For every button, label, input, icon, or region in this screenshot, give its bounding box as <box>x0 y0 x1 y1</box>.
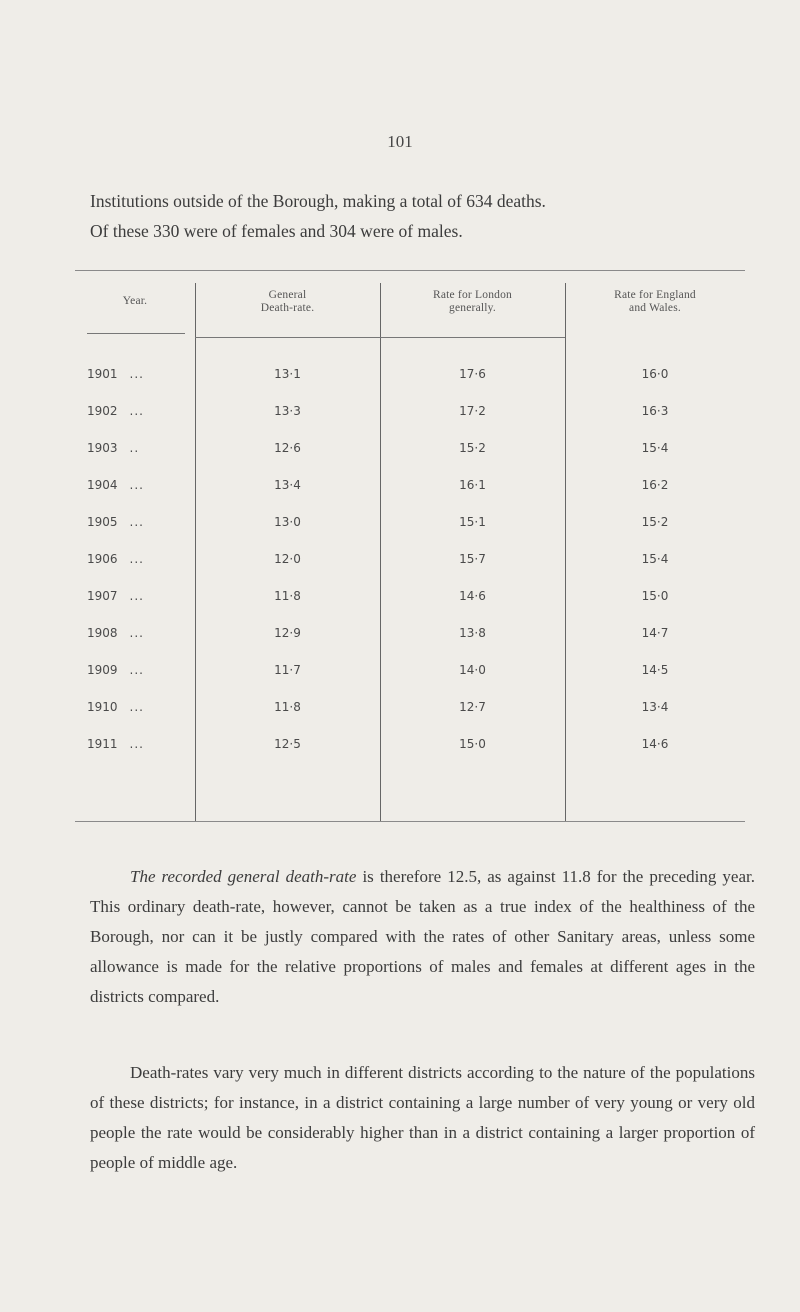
header-england-line-1: Rate for England <box>614 289 696 301</box>
header-general-death-rate <box>195 289 380 315</box>
cell-england-rate: 16·2 <box>641 478 669 492</box>
leader-dots: ... <box>129 700 144 714</box>
intro-line-1: Institutions outside of the Borough, making a total of 634 deaths. <box>90 191 546 211</box>
cell-general-death-rate: 12·6 <box>274 441 301 455</box>
header-london-rate <box>380 289 565 315</box>
cell-general-death-rate: 12·5 <box>274 737 301 751</box>
cell-london-rate: 17·2 <box>459 404 486 418</box>
year-value: 1904 <box>87 478 118 492</box>
table-row <box>75 478 745 498</box>
year-value: 1910 <box>87 700 118 714</box>
year-value: 1903 <box>87 441 118 455</box>
year-value: 1909 <box>87 663 118 677</box>
cell-year <box>87 700 187 714</box>
cell-london-rate: 15·0 <box>459 737 486 751</box>
table-row <box>75 589 745 609</box>
cell-year <box>87 515 187 529</box>
year-value: 1906 <box>87 552 118 566</box>
cell-general-death-rate: 11·8 <box>274 589 301 603</box>
cell-england-rate: 14·5 <box>641 663 669 677</box>
cell-year <box>87 737 187 751</box>
cell-general-death-rate: 12·9 <box>274 626 301 640</box>
cell-london-rate: 14·6 <box>459 589 486 603</box>
cell-england-rate: 14·7 <box>641 626 669 640</box>
cell-year <box>87 589 187 603</box>
table-row <box>75 552 745 572</box>
cell-england-rate: 15·0 <box>641 589 669 603</box>
cell-england-rate: 15·4 <box>641 441 669 455</box>
year-value: 1905 <box>87 515 118 529</box>
paragraph-2-text: Death-rates vary very much in different districts according to the nature of the populations of these districts; for instance, in a district containing a large number of very young or very old people the rate would be considerably higher than in a district containing a larger proportion of people of middle age. <box>90 1063 755 1172</box>
paragraph-1-text: is therefore 12.5, as against 11.8 for the preceding year. This ordinary death-rate, however, cannot be taken as a true index of the healthiness of the Borough, nor can it be justly compared with the rates of other Sanitary areas, unless some allowance is made for the relative proportions of males and females at different ages in the districts compared. <box>90 867 755 1006</box>
page-number: 101 <box>387 132 413 151</box>
leader-dots: ... <box>129 737 144 751</box>
header-general-line-2: Death-rate. <box>260 302 315 314</box>
cell-england-rate: 14·6 <box>641 737 669 751</box>
header-england-line-2: and Wales. <box>629 302 681 314</box>
cell-england-rate: 15·2 <box>641 515 669 529</box>
italic-lead: The recorded general death-rate <box>130 867 357 886</box>
cell-year <box>87 404 187 418</box>
paragraph-death-rate <box>90 862 755 1012</box>
cell-year <box>87 478 187 492</box>
cell-year <box>87 552 187 566</box>
cell-london-rate: 12·7 <box>459 700 486 714</box>
header-london-line-1: Rate for London <box>432 289 512 301</box>
year-value: 1907 <box>87 589 118 603</box>
cell-london-rate: 15·7 <box>459 552 486 566</box>
cell-year <box>87 367 187 381</box>
cell-london-rate: 15·2 <box>459 441 486 455</box>
leader-dots: .. <box>129 441 140 455</box>
header-year <box>75 295 195 308</box>
cell-general-death-rate: 12·0 <box>274 552 301 566</box>
cell-england-rate: 15·4 <box>641 552 669 566</box>
table-row <box>75 367 745 387</box>
cell-general-death-rate: 13·4 <box>274 478 301 492</box>
table-row <box>75 700 745 720</box>
year-value: 1911 <box>87 737 118 751</box>
year-value: 1902 <box>87 404 118 418</box>
cell-general-death-rate: 13·1 <box>274 367 301 381</box>
leader-dots: ... <box>129 478 144 492</box>
header-year-label: Year. <box>122 295 148 307</box>
cell-england-rate: 16·3 <box>641 404 669 418</box>
leader-dots: ... <box>129 552 144 566</box>
cell-england-rate: 13·4 <box>641 700 669 714</box>
cell-london-rate: 15·1 <box>459 515 486 529</box>
cell-year <box>87 626 187 640</box>
cell-london-rate: 13·8 <box>459 626 486 640</box>
leader-dots: ... <box>129 367 144 381</box>
cell-general-death-rate: 11·7 <box>274 663 301 677</box>
cell-london-rate: 16·1 <box>459 478 486 492</box>
leader-dots: ... <box>129 589 144 603</box>
table-row <box>75 663 745 683</box>
header-london-line-2: generally. <box>449 302 496 314</box>
cell-general-death-rate: 13·3 <box>274 404 301 418</box>
year-value: 1901 <box>87 367 118 381</box>
cell-london-rate: 17·6 <box>459 367 486 381</box>
year-value: 1908 <box>87 626 118 640</box>
table-row <box>75 626 745 646</box>
paragraph-variation <box>90 1058 755 1178</box>
table-row <box>75 737 745 757</box>
intro-paragraph <box>90 186 755 246</box>
intro-line-2: Of these 330 were of females and 304 were of males. <box>90 221 463 241</box>
cell-year <box>87 441 187 455</box>
leader-dots: ... <box>129 404 144 418</box>
leader-dots: ... <box>129 515 144 529</box>
death-rate-table <box>75 270 745 822</box>
table-row <box>75 404 745 424</box>
leader-dots: ... <box>129 626 144 640</box>
cell-year <box>87 663 187 677</box>
header-england-rate <box>565 289 745 315</box>
cell-england-rate: 16·0 <box>641 367 669 381</box>
cell-london-rate: 14·0 <box>459 663 486 677</box>
header-underline <box>87 333 185 334</box>
leader-dots: ... <box>129 663 144 677</box>
header-general-line-1: General <box>268 289 307 301</box>
table-row <box>75 441 745 461</box>
cell-general-death-rate: 13·0 <box>274 515 301 529</box>
header-underline <box>195 337 565 338</box>
cell-general-death-rate: 11·8 <box>274 700 301 714</box>
table-row <box>75 515 745 535</box>
